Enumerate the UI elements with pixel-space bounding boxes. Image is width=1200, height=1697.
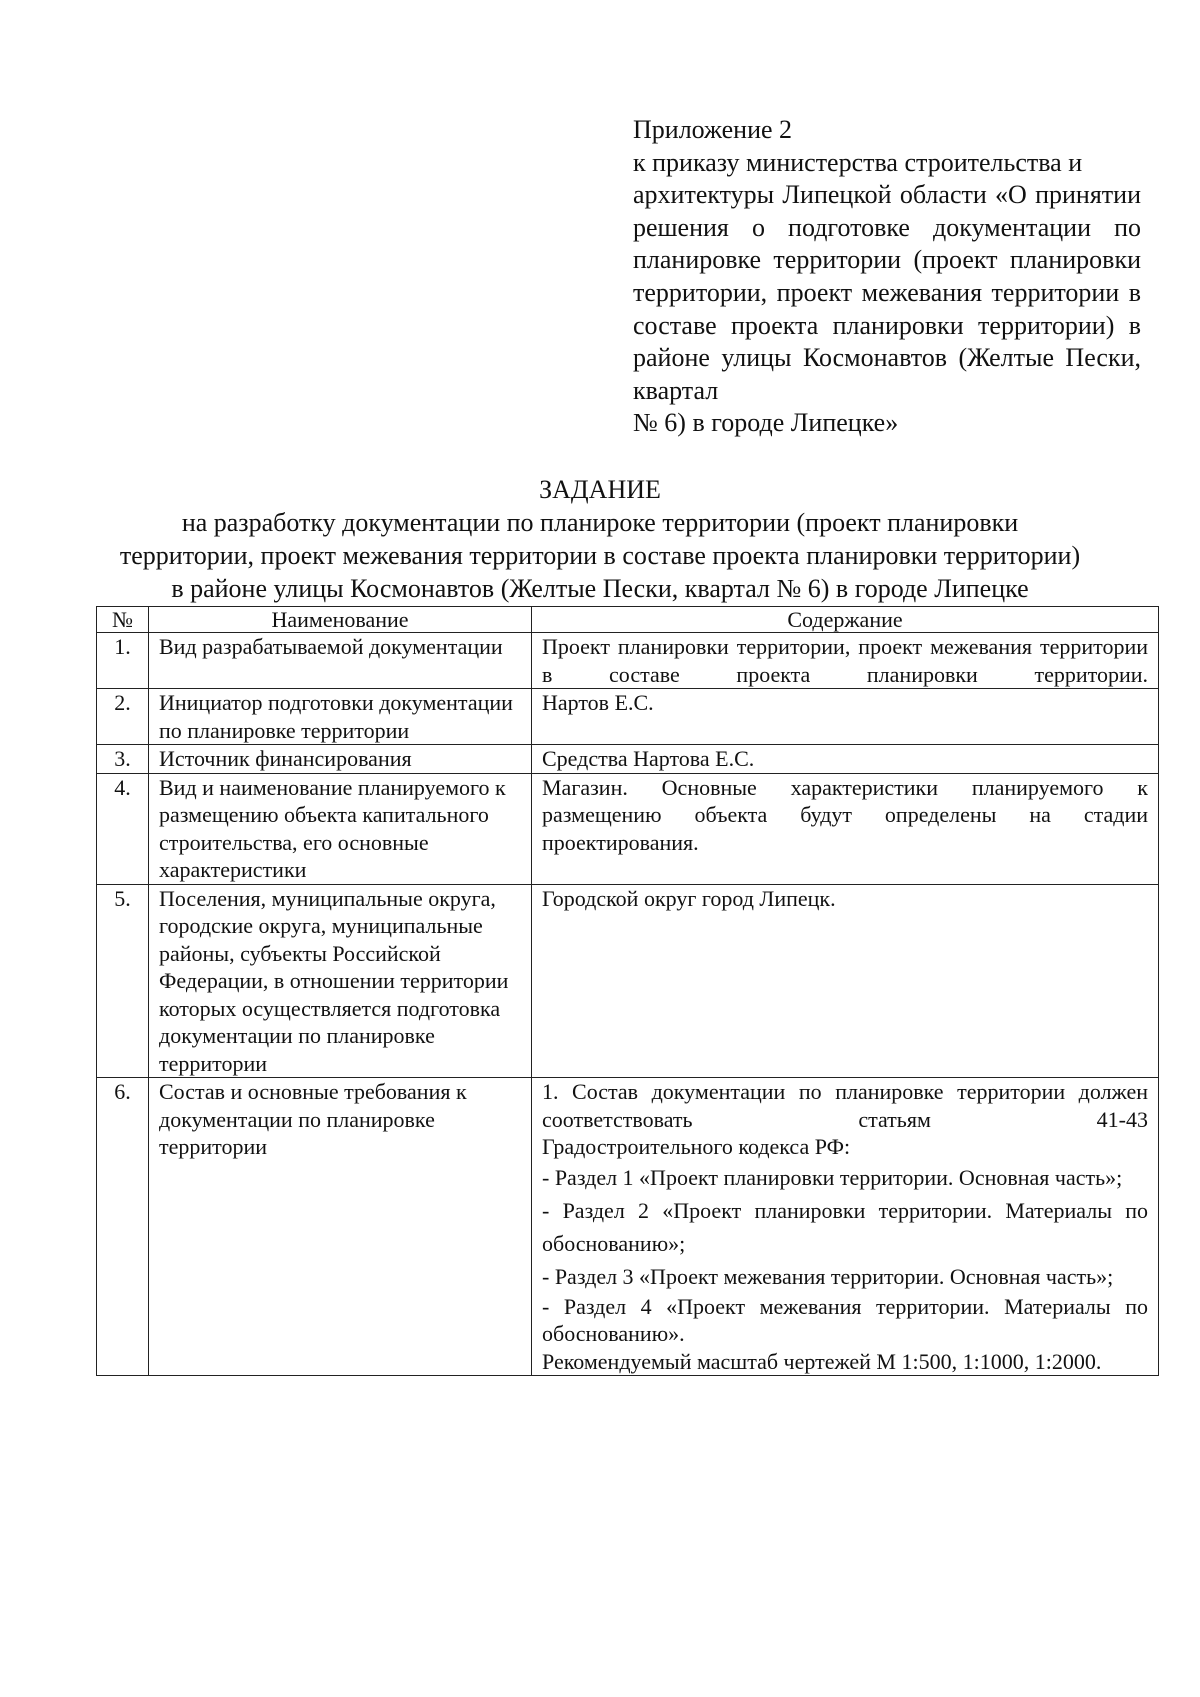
row-name: Инициатор подготовки документации по планировке территории — [149, 689, 532, 745]
row-name: Состав и основные требования к документации по планировке территории — [149, 1078, 532, 1376]
row-content: Городской округ город Липецк. — [532, 884, 1159, 1078]
row-name: Вид и наименование планируемого к размещению объекта капитального строительства, его основные характеристики — [149, 773, 532, 884]
row-number: 3. — [97, 745, 149, 774]
table-header-row — [97, 607, 1159, 633]
table-row — [97, 773, 1159, 884]
row-content — [532, 633, 1159, 689]
row-name: Поселения, муниципальные округа, городские округа, муниципальные районы, субъекты Российской Федерации, в отношении территории которых осуществляется подготовка документации по планировке территории — [149, 884, 532, 1078]
task-table — [96, 606, 1159, 1376]
document-subtitle-line-3: в районе улицы Космонавтов (Желтые Пески, квартал № 6) в городе Липецке — [171, 574, 1029, 603]
row-name: Вид разрабатываемой документации — [149, 633, 532, 689]
header-name: Наименование — [149, 607, 532, 633]
row-number: 6. — [97, 1078, 149, 1376]
row-content-section-1: - Раздел 1 «Проект планировки территории. Основная часть»; — [542, 1164, 1123, 1190]
document-subtitle-line-1: на разработку документации по планироке территории (проект планировки — [181, 508, 1019, 537]
table-row — [97, 884, 1159, 1078]
row-number: 5. — [97, 884, 149, 1078]
appendix-order-line: к приказу министерства строительства и — [633, 147, 1083, 177]
appendix-title: Приложение 2 — [633, 115, 793, 144]
row-number: 4. — [97, 773, 149, 884]
row-content-intro: 1. Состав документации по планировке территории должен соответствовать статьям 41-43 — [542, 1079, 1148, 1132]
row-content-intro-end: Градостроительного кодекса РФ: — [542, 1134, 851, 1159]
row-content-section-2: - Раздел 2 «Проект планировки территории. Материалы по обоснованию»; — [542, 1197, 1148, 1256]
document-subtitle-line-2: территории, проект межевания территории в составе проекта планировки территории) — [119, 541, 1081, 570]
table-row — [97, 633, 1159, 689]
row-content: Нартов Е.С. — [532, 689, 1159, 745]
row-content-section-3: - Раздел 3 «Проект межевания территории. Основная часть»; — [542, 1263, 1114, 1289]
row-number: 2. — [97, 689, 149, 745]
row-content: Магазин. Основные характеристики планируемого к размещению объекта будут определены на стадии проектирования. — [532, 773, 1159, 884]
row-content-text: Проект планировки территории, проект межевания территории в составе проекта планировки территории. — [542, 634, 1148, 687]
table-row — [97, 745, 1159, 774]
row-content — [532, 1078, 1159, 1376]
table-row — [97, 1078, 1159, 1376]
row-content: Средства Нартова Е.С. — [532, 745, 1159, 774]
appendix-order-text: архитектуры Липецкой области «О принятии решения о подготовке документации по планировке территории (проект планировки территории, проект межевания территории в составе проекта планировки территории) в районе улицы Космонавтов (Желтые Пески, квартал — [633, 180, 1141, 405]
appendix-block — [633, 114, 1141, 440]
row-number: 1. — [97, 633, 149, 689]
header-content: Содержание — [532, 607, 1159, 633]
appendix-order-end: № 6) в городе Липецке» — [633, 408, 899, 438]
table-row — [97, 689, 1159, 745]
header-number: № — [97, 607, 149, 633]
row-content-section-4: - Раздел 4 «Проект межевания территории. Материалы по обоснованию». — [542, 1293, 1148, 1346]
document-heading: ЗАДАНИЕ — [539, 475, 661, 504]
row-content-scale: Рекомендуемый масштаб чертежей М 1:500, 1:1000, 1:2000. — [542, 1348, 1102, 1374]
row-name: Источник финансирования — [149, 745, 532, 774]
